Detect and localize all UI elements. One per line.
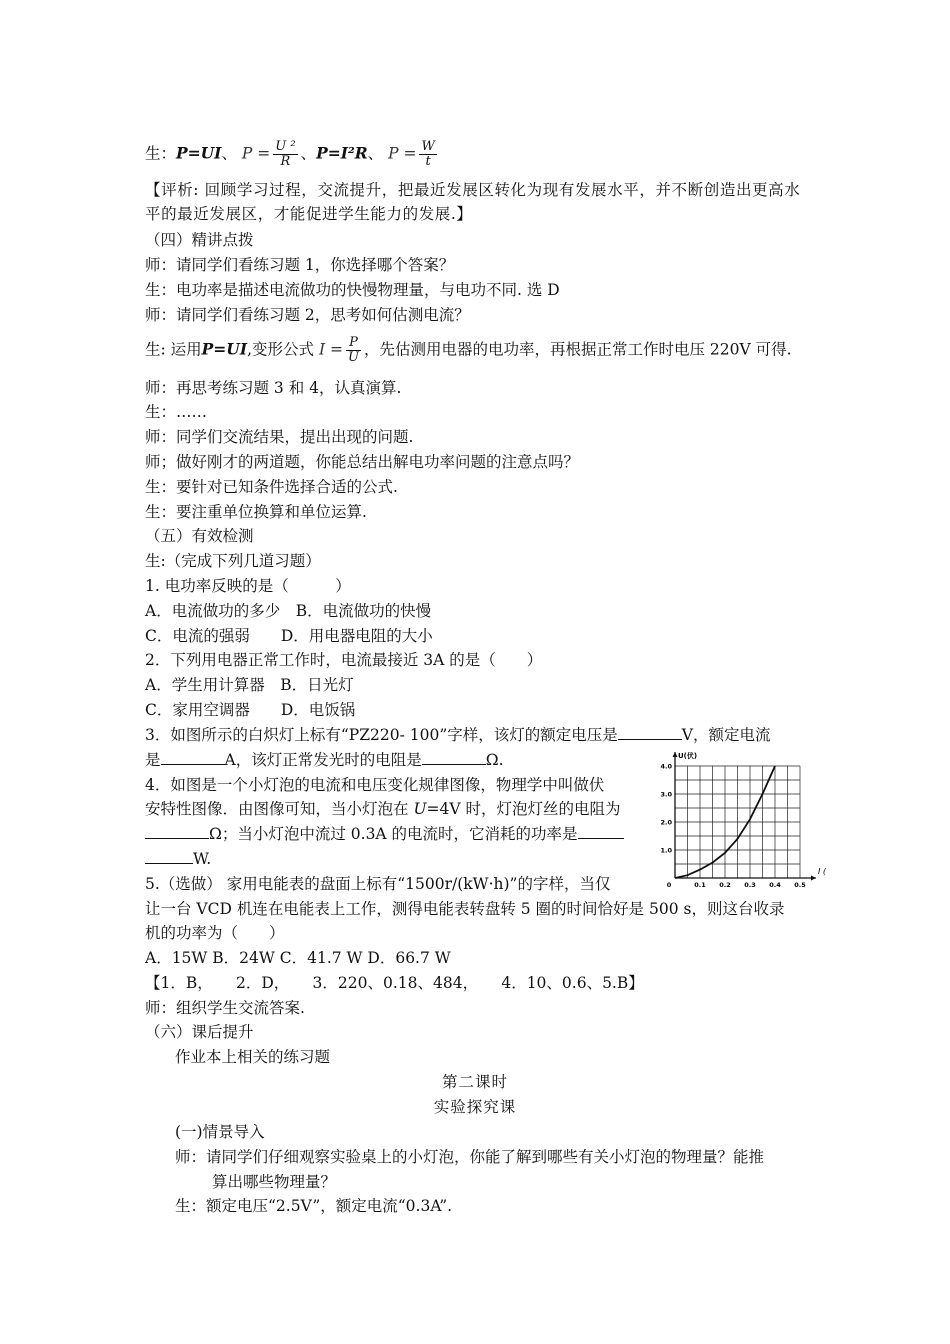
teacher-line: 师：请同学们看练习题 2，思考如何估测电流？	[145, 306, 470, 324]
formula-p-ui: P=UI	[201, 339, 248, 359]
question-4-line-2	[145, 799, 621, 819]
lesson-2-title: 第二课时	[441, 1073, 508, 1091]
comment-line-2: 平的最近发展区，才能促进学生能力的发展.】	[145, 205, 473, 223]
fraction-denominator: U	[348, 350, 359, 365]
x-tick-label: 0.2	[719, 881, 731, 888]
student-text: 生: 运用	[145, 340, 202, 359]
question-3-line-1	[145, 725, 770, 745]
lesson-2-subtitle: 实验探究课	[433, 1098, 517, 1116]
answer-blank	[145, 824, 209, 839]
formula-eq-label: I =	[318, 340, 343, 359]
answer-blank	[578, 824, 624, 839]
question-text: W.	[193, 850, 212, 868]
question-4-line-1: 4．如图是一个小灯泡的电流和电压变化规律图像，物理学中叫做伏	[145, 776, 605, 794]
question-1-options-ab: A．电流做功的多少 B．电流做功的快慢	[145, 602, 432, 620]
student-line: 生:（完成下列几道习题）	[145, 552, 321, 570]
question-1: 1. 电功率反映的是（ ）	[145, 577, 351, 595]
fraction-numerator: W	[421, 139, 435, 154]
teacher-line: 师：同学们交流结果，提出出现的问题.	[145, 428, 414, 446]
y-tick-label: 2.0	[660, 818, 672, 827]
formula-eq-label: P =	[241, 144, 271, 163]
student-text: ，先估测用电器的电功率，再根据正常工作时电压 220V 可得.	[363, 340, 792, 359]
question-5-line-2: 让一台 VCD 机连在电能表上工作，测得电能表转盘转 5 圈的时间恰好是 500 s，则这台收录	[145, 900, 785, 918]
speaker-label: 生：	[145, 144, 177, 163]
student-text: ,变形公式	[247, 340, 315, 359]
y-tick-label: 4.0	[660, 762, 672, 771]
x-tick-label: 0.3	[744, 881, 756, 888]
question-text: 安特性图像．由图像可知，当小灯泡在	[145, 800, 414, 818]
section-heading-4: （四）精讲点拨	[145, 231, 254, 249]
question-5-line-1: 5.（选做） 家用电能表的盘面上标有“1500r/(kW·h)”的字样，当仅	[145, 875, 611, 893]
formula-eq-label: P =	[388, 144, 417, 163]
answer-blank	[618, 725, 682, 740]
formula-p-i2r: P=I²R	[316, 143, 368, 163]
y-tick-label: 1.0	[660, 846, 672, 855]
teacher-line-continued: 算出哪些物理量？	[212, 1173, 337, 1191]
question-4-line-3	[145, 824, 624, 844]
separator: 、	[300, 144, 317, 163]
section-heading-5: （五）有效检测	[145, 527, 254, 545]
fraction-denominator: R	[280, 154, 291, 169]
fraction-numerator: P	[346, 336, 361, 351]
formula-p-ui: P=UI	[176, 143, 222, 163]
teacher-line: 师：再思考练习题 3 和 4，认真演算.	[145, 379, 402, 397]
student-line: 生：要针对已知条件选择合适的公式.	[145, 478, 398, 496]
x-tick-label: 0	[666, 881, 672, 888]
question-text: Ω.	[485, 751, 504, 769]
teacher-line: 师：请同学们看练习题 1，你选择哪个答案？	[145, 256, 455, 274]
question-5-options: A．15W B．24W C．41.7 W D．66.7 W	[145, 949, 451, 967]
answer-blank	[145, 849, 193, 864]
question-4-line-4	[145, 849, 211, 869]
student-line: 生：要注重单位换算和单位运算.	[145, 503, 367, 521]
question-text: V，额定电流	[681, 726, 771, 744]
question-1-options-cd: C．电流的强弱 D．用电器电阻的大小	[145, 627, 433, 645]
answer-key: 【1．B， 2．D， 3．220、0.18、484， 4．10、0.6、5.B】	[145, 974, 644, 992]
question-2: 2．下列用电器正常工作时，电流最接近 3A 的是（ ）	[145, 651, 543, 669]
question-text: 是	[145, 751, 161, 769]
question-2-options-cd: C．家用空调器 D．电饭锅	[145, 701, 356, 719]
question-2-options-ab: A．学生用计算器 B．日光灯	[145, 676, 354, 694]
teacher-line: 师；做好刚才的两道题，你能总结出解电功率问题的注意点吗？	[145, 453, 580, 471]
y-tick-label: 3.0	[660, 790, 672, 799]
separator: 、	[367, 144, 384, 163]
comment-line-1: 【评析: 回顾学习过程，交流提升，把最近发展区转化为现有发展水平，并不断创造出更高水	[145, 181, 801, 199]
homework-line: 作业本上相关的练习题	[175, 1048, 331, 1066]
formula-transform-line	[145, 336, 792, 365]
answer-blank	[161, 750, 225, 765]
question-text: 3．如图所示的白炽灯上标有“PZ220- 100”字样，该灯的额定电压是	[145, 726, 618, 744]
fraction-numerator: U ²	[275, 139, 296, 154]
question-text: Ω；当小灯泡中流过 0.3A 的电流时，它消耗的功率是	[209, 825, 578, 843]
fraction-w-over-t	[419, 140, 436, 169]
x-tick-label: 0.1	[694, 881, 706, 888]
y-axis-label: U(伏)	[678, 752, 698, 760]
x-axis-arrow	[811, 876, 816, 881]
section-heading-a: (一)情景导入	[175, 1123, 265, 1141]
student-line: 生：电功率是描述电流做功的快慢物理量，与电功不同. 选 D	[145, 281, 560, 299]
teacher-line: 师：组织学生交流答案.	[145, 999, 305, 1017]
formula-line	[145, 140, 440, 169]
question-text: =4V 时，灯泡灯丝的电阻为	[426, 800, 621, 818]
section-heading-6: （六）课后提升	[145, 1023, 254, 1041]
x-axis-label: I (	[818, 867, 827, 876]
question-3-line-2	[145, 750, 504, 770]
question-text: A，该灯正常发光时的电阻是	[224, 751, 422, 769]
y-axis-arrow	[673, 752, 678, 757]
teacher-line: 师：请同学们仔细观察实验桌上的小灯泡，你能了解到哪些有关小灯泡的物理量？能推	[175, 1148, 765, 1166]
answer-blank	[422, 750, 486, 765]
separator: 、	[221, 144, 237, 163]
fraction-p-over-u	[346, 336, 361, 365]
fraction-denominator: t	[425, 154, 431, 169]
x-tick-label: 0.4	[769, 881, 781, 888]
student-line: 生：……	[145, 403, 208, 421]
variable-u: U	[413, 800, 427, 818]
question-5-line-3: 机的功率为（ ）	[145, 924, 285, 942]
student-line: 生：额定电压“2.5V”，额定电流“0.3A”.	[175, 1197, 453, 1215]
x-tick-label: 0.5	[794, 881, 806, 888]
fraction-u2-over-r	[273, 140, 297, 169]
volt-ampere-chart	[655, 748, 827, 888]
